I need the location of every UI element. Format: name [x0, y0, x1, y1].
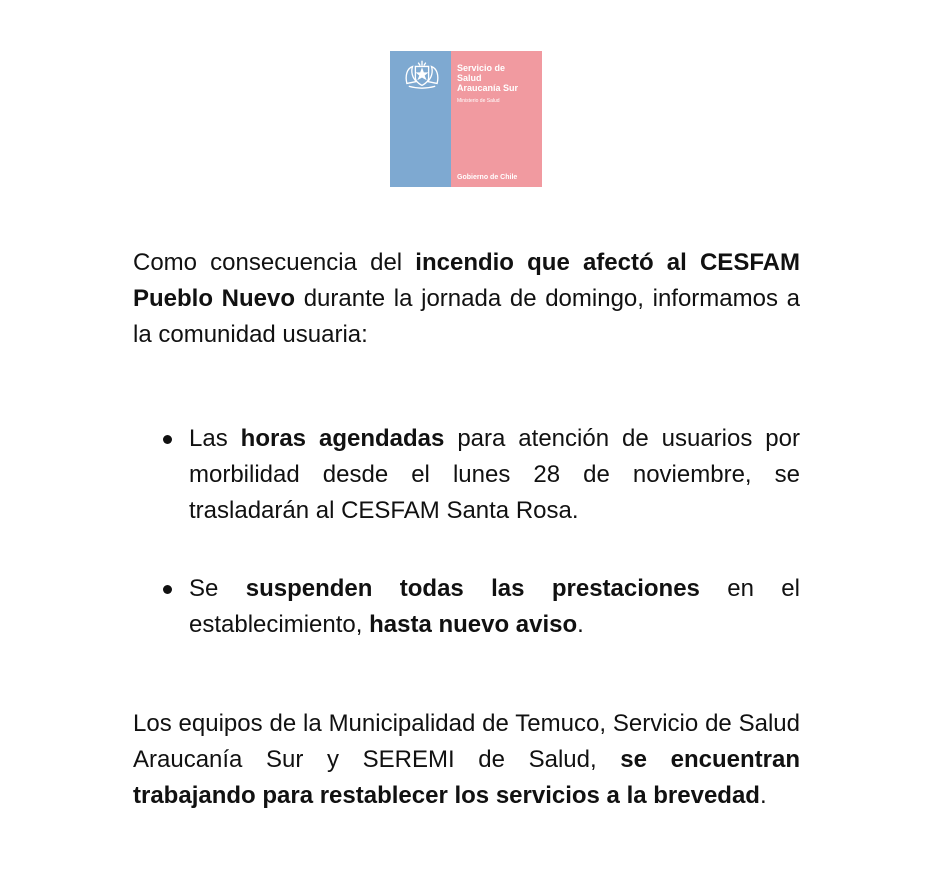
closing-paragraph	[133, 706, 800, 814]
closing-bold-1: se encuentran trabajando para restablecer los servicios a la brevedad	[133, 746, 800, 809]
list-item	[133, 571, 800, 643]
bullet-dot-icon	[163, 585, 172, 594]
bullet-1-text-2: para atención de usuarios por morbilidad desde el lunes 28 de noviembre, se trasladarán al CESFAM Santa Rosa.	[189, 425, 800, 524]
service-logo	[390, 51, 542, 187]
bullet-1-text-1: Las	[189, 425, 241, 452]
logo-ministry: Ministerio de Salud	[457, 98, 500, 104]
closing-text-1: Los equipos de la Municipalidad de Temuco, Servicio de Salud Araucanía Sur y SEREMI de Salud,	[133, 710, 800, 773]
chile-coat-of-arms-icon	[399, 57, 445, 91]
bullet-2-bold-1: suspenden todas las prestaciones	[245, 575, 700, 602]
bullet-2-text-1: Se	[189, 575, 246, 602]
bullet-2-bold-2: hasta nuevo aviso	[369, 611, 578, 638]
bullet-1-bold-1: horas agendadas	[240, 425, 445, 452]
logo-government: Gobierno de Chile	[457, 174, 518, 181]
intro-text-1: Como consecuencia del	[133, 249, 416, 276]
logo-line-3: Araucanía Sur	[457, 83, 519, 93]
logo-pink-band	[451, 51, 542, 187]
logo-line-1: Servicio de	[457, 63, 506, 73]
closing-text-2: .	[759, 782, 767, 809]
bullet-list-2	[133, 571, 800, 643]
intro-paragraph	[133, 245, 800, 353]
bullet-2-text-3: .	[577, 611, 584, 638]
logo-line-2: Salud	[457, 73, 482, 83]
intro-bold-1: incendio que afectó al CESFAM Pueblo Nuevo	[133, 249, 800, 312]
logo-title	[457, 63, 518, 106]
bullet-2-text-2: en el establecimiento,	[189, 575, 800, 638]
intro-text-2: durante la jornada de domingo, informamos a la comunidad usuaria:	[133, 285, 800, 348]
bullet-list	[133, 421, 800, 529]
bullet-dot-icon	[163, 435, 172, 444]
list-item	[133, 421, 800, 529]
